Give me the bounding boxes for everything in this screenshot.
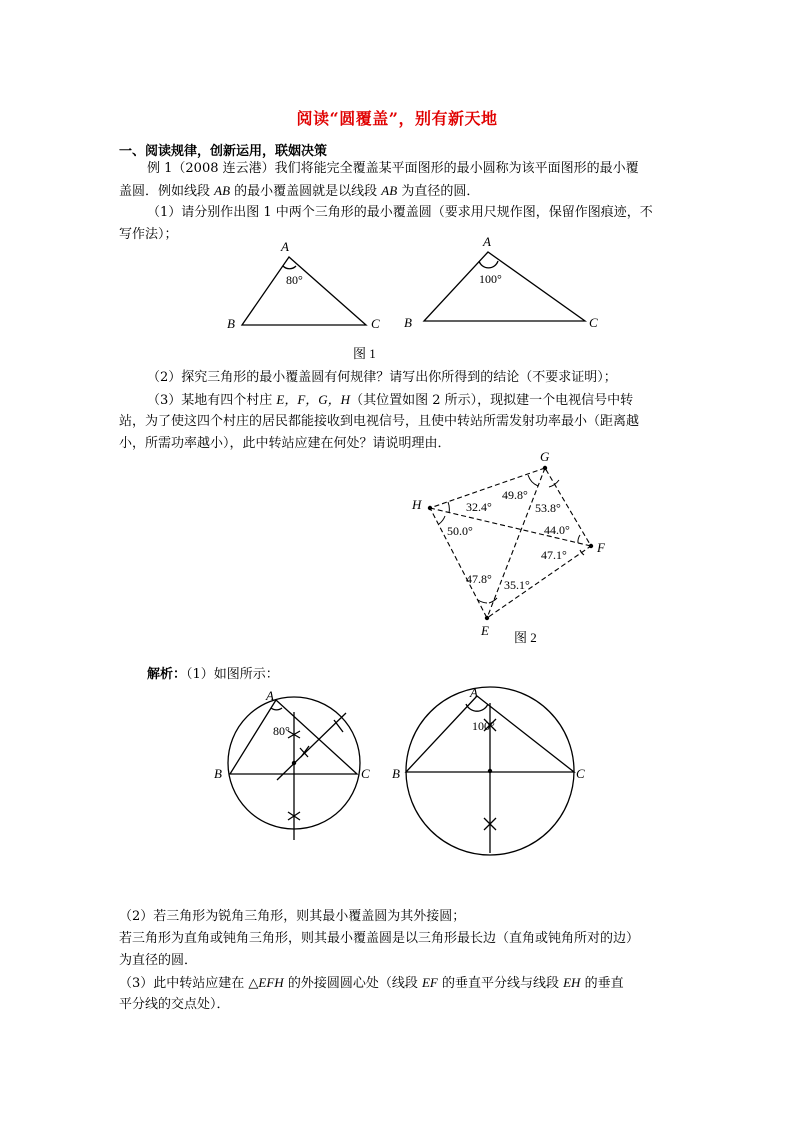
solution-line: 解析：（1）如图所示： [147, 667, 279, 682]
sol-t1-angle: 80° [273, 724, 290, 738]
answer-2-line-2: 若三角形为直角或钝角三角形，则其最小覆盖圆是以三角形最长边（直角或钝角所对的边） [119, 931, 640, 946]
answer-3-line-2: 平分线的交点处）． [119, 997, 230, 1012]
sol-t2-angle: 100° [472, 719, 495, 733]
example-line-2: 盖圆．例如线段 AB 的最小覆盖圆就是以线段 AB 为直径的圆． [119, 183, 480, 199]
sol-t1-label-c: C [361, 766, 370, 781]
answer-3-line-1: （3）此中转站应建在 △EFH 的外接圆圆心处（线段 EF 的垂直平分线与线段 EH 的垂直 [119, 975, 624, 991]
t2-label-b: B [404, 315, 412, 330]
fig2-angle-5: 44.0° [544, 523, 570, 537]
fig2-angle-4: 50.0° [447, 524, 473, 538]
t1-label-c: C [371, 316, 380, 331]
question-3-line-3: 小，所需功率越小），此中转站应建在何处？请说明理由． [119, 436, 451, 451]
sol-t2-label-b: B [392, 766, 400, 781]
question-3-line-1: （3）某地有四个村庄 E，F，G，H（其位置如图 2 所示），现拟建一个电视信号中转 [147, 392, 634, 408]
section-heading: 一、阅读规律，创新运用，联姻决策 [119, 144, 328, 159]
t1-angle: 80° [286, 273, 303, 287]
question-1-line-1: （1）请分别作出图 1 中两个三角形的最小覆盖圆（要求用尺规作图，保留作图痕迹，不 [147, 205, 653, 220]
t2-label-a: A [483, 234, 491, 249]
fig2-label-f: F [597, 540, 605, 555]
sol-t1-label-b: B [214, 766, 222, 781]
fig2-angle-8: 35.1° [504, 578, 530, 592]
t2-label-c: C [589, 315, 598, 330]
answer-2-line-3: 为直径的圆． [119, 953, 198, 968]
example-line-1: 例 1（2008 连云港）我们将能完全覆盖某平面图形的最小圆称为该平面图形的最小覆 [147, 161, 639, 176]
sol-angle-arc-80 [271, 708, 282, 710]
sol-t2-label-c: C [576, 766, 585, 781]
center-100 [488, 769, 492, 773]
fig2-angle-3: 53.8° [535, 501, 561, 515]
fig2-angle-6: 47.1° [541, 548, 567, 562]
arc-mark-3 [334, 720, 343, 732]
t1-label-b: B [227, 316, 235, 331]
sol-t2-label-a: A [470, 685, 478, 700]
fig2-label-h: H [412, 497, 422, 512]
question-1-line-2: 写作法）； [119, 227, 178, 242]
figure-2-caption: 图 2 [514, 630, 537, 645]
t1-label-a: A [281, 239, 289, 254]
question-3-line-2: 站，为了使这四个村庄的居民都能接收到电视信号，且使中转站所需发射功率最小（距离越 [119, 414, 640, 429]
t2-angle: 100° [479, 272, 502, 286]
fig2-label-e: E [481, 623, 489, 638]
figure-1-caption: 图 1 [353, 346, 376, 361]
arc-mark-4 [300, 746, 309, 757]
question-2: （2）探究三角形的最小覆盖圆有何规律？请写出你所得到的结论（不要求证明）； [147, 370, 617, 385]
circumcenter-80 [292, 761, 296, 765]
fig2-angle-1: 32.4° [466, 500, 492, 514]
answer-2-line-1: （2）若三角形为锐角三角形，则其最小覆盖圆为其外接圆； [119, 909, 466, 924]
page-title: 阅读“圆覆盖”，别有新天地 [296, 109, 498, 128]
sol-t1-label-a: A [266, 688, 274, 703]
fig2-angle-7: 47.8° [466, 572, 492, 586]
fig2-angle-2: 49.8° [502, 488, 528, 502]
fig2-label-g: G [540, 449, 550, 464]
